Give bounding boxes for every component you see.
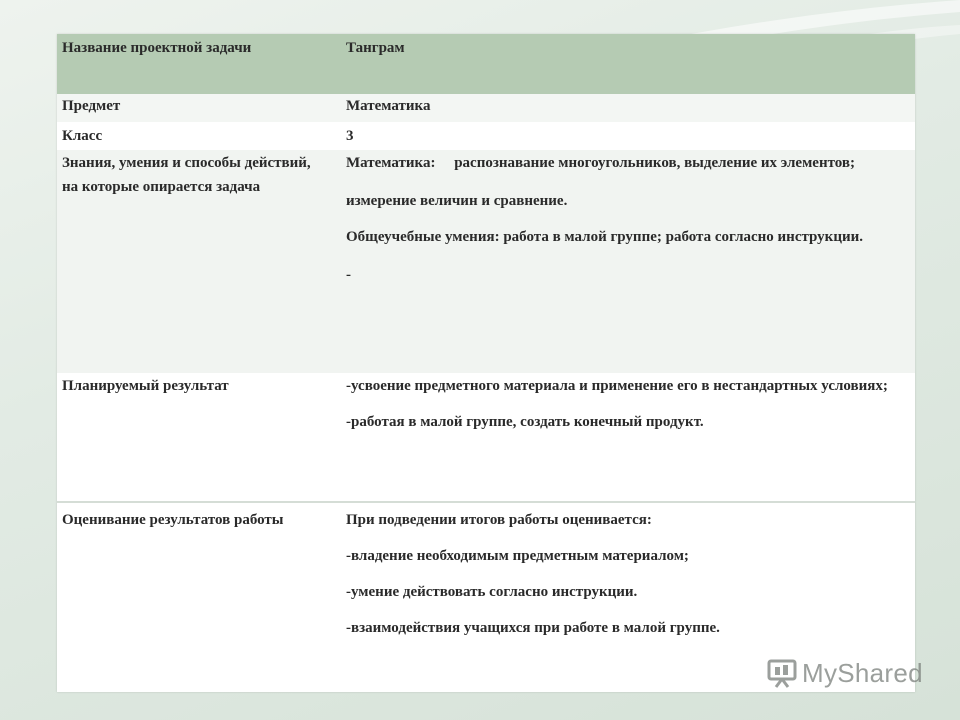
knowledge-label: Знания, умения и способы действий, на которые опирается задача bbox=[62, 155, 311, 195]
table-row bbox=[57, 150, 915, 374]
evaluation-line: -взаимодействия учащихся при работе в малой группе. bbox=[346, 620, 720, 636]
table-row bbox=[57, 122, 915, 151]
table-header-row bbox=[57, 34, 915, 94]
project-task-table bbox=[57, 34, 915, 692]
knowledge-line: Математика: распознавание многоугольников, выделение их элементов; bbox=[346, 155, 855, 171]
subject-value: Математика bbox=[346, 98, 431, 114]
table-row bbox=[57, 94, 915, 123]
knowledge-line: измерение величин и сравнение. bbox=[346, 193, 568, 209]
myshared-watermark bbox=[766, 656, 923, 690]
header-value: Танграм bbox=[346, 40, 405, 56]
watermark-text: MyShared bbox=[802, 657, 923, 688]
class-label: Класс bbox=[62, 128, 103, 144]
presentation-icon bbox=[766, 657, 798, 689]
class-value: 3 bbox=[346, 128, 354, 144]
knowledge-value bbox=[346, 151, 906, 287]
knowledge-line: Общеучебные умения: работа в малой группе; работа согласно инструкции. bbox=[346, 229, 863, 245]
evaluation-line: -владение необходимым предметным материалом; bbox=[346, 548, 689, 564]
result-line: -работая в малой группе, создать конечный продукт. bbox=[346, 414, 704, 430]
evaluation-value bbox=[346, 508, 906, 640]
header-label: Название проектной задачи bbox=[62, 40, 252, 56]
evaluation-line: -умение действовать согласно инструкции. bbox=[346, 584, 638, 600]
result-label: Планируемый результат bbox=[62, 378, 229, 394]
result-line: -усвоение предметного материала и применение его в нестандартных условиях; bbox=[346, 378, 888, 394]
knowledge-line: - bbox=[346, 267, 351, 283]
evaluation-label: Оценивание результатов работы bbox=[62, 512, 284, 528]
table-row bbox=[57, 373, 915, 503]
subject-label: Предмет bbox=[62, 98, 121, 114]
evaluation-line: При подведении итогов работы оценивается: bbox=[346, 512, 652, 528]
result-value bbox=[346, 374, 906, 434]
